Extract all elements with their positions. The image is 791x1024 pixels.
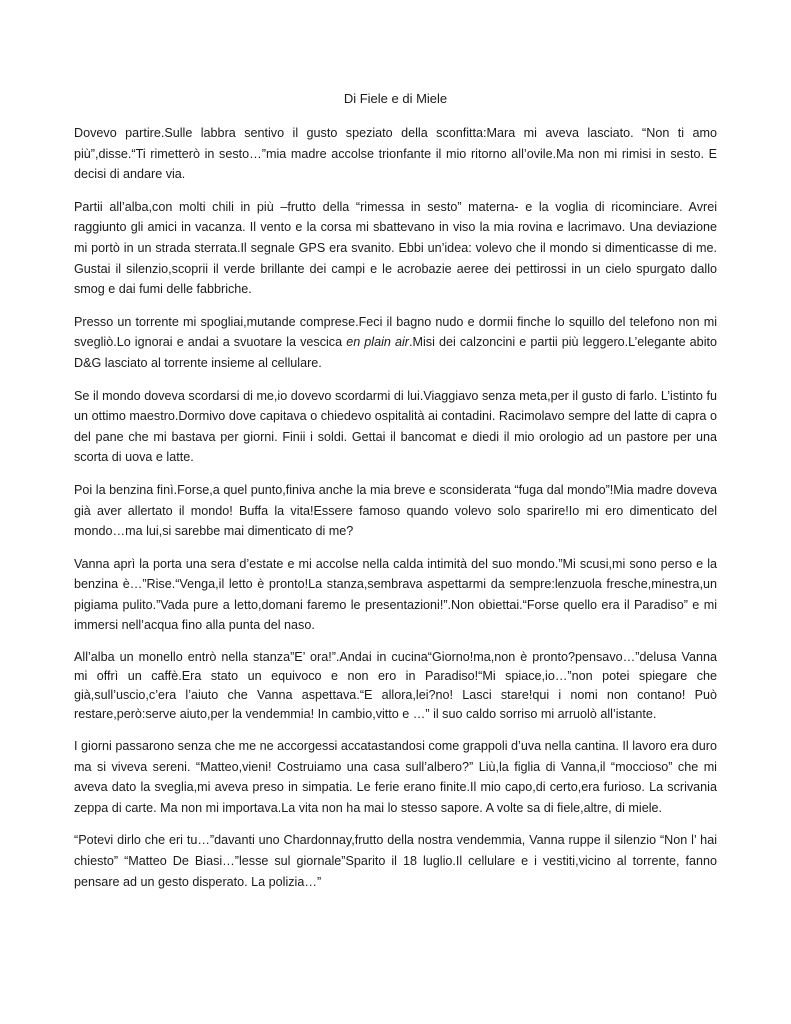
paragraph-9: “Potevi dirlo che eri tu…”davanti uno Chardonnay,frutto della nostra vendemmia, Vanna ruppe il silenzio “Non l’ hai chiesto” “Matteo De Biasi…”lesse sul giornale”Sparito il 18 luglio.Il cellulare e i vestiti,vicino al torrente, fanno pensare ad un gesto disperato. La polizia…” bbox=[74, 833, 717, 889]
paragraph-6: Vanna aprì la porta una sera d’estate e mi accolse nella calda intimità del suo mondo.”Mi scusi,mi sono perso e la benzina è…”Rise.“Venga,il letto è pronto!La stanza,sembrava aspettarmi da sempre:lenzuola fresche,minestra,un pigiama pulito.”Vada pure a letto,domani faremo le presentazioni!”.Non obiettai.“Forse quello era il Paradiso” e mi immersi nell’acqua fino alla punta del naso. bbox=[74, 556, 717, 633]
paragraph-3-italic-phrase: en plain air bbox=[346, 335, 409, 350]
paragraph-1: Dovevo partire.Sulle labbra sentivo il gusto speziato della sconfitta:Mara mi aveva lasciato. “Non ti amo più”,disse.“Ti rimetterò in sesto…”mia madre accolse trionfante il mio ritorno all’ovile.Ma non mi rimisi in sesto. E decisi di andare via. bbox=[74, 126, 717, 182]
paragraph-3 bbox=[74, 312, 717, 374]
paragraph-5: Poi la benzina finì.Forse,a quel punto,finiva anche la mia breve e sconsiderata “fuga dal mondo”!Mia madre doveva già aver allertato il mondo! Buffa la vita!Essere famoso quando volevo solo sparire!Io mi ero dimenticato del mondo…ma lui,si sarebbe mai dimenticato di me? bbox=[74, 482, 717, 539]
paragraph-3-text-start: Presso un torrente mi spogliai,mutande comprese.Feci il bagno nudo e dormii finche lo squillo del telefono non mi svegliò.Lo ignorai e andai a svuotare la vescica bbox=[74, 314, 717, 350]
paragraph-4: Se il mondo doveva scordarsi di me,io dovevo scordarmi di lui.Viaggiavo senza meta,per il gusto di farlo. L’istinto fu un ottimo maestro.Dormivo dove capitava o chiedevo ospitalità ai contadini. Racimolavo sempre del latte di capra o del pane che mi bastava per giorni. Finii i soldi. Gettai il bancomat e diedi il mio orologio ad un pastore per una scorta di uova e latte. bbox=[74, 388, 717, 465]
paragraph-2: Partii all’alba,con molti chili in più –frutto della “rimessa in sesto” materna- e la voglia di ricominciare. Avrei raggiunto gli amici in vacanza. Il vento e la corsa mi sbattevano in viso la mia rovina e lacrimavo. Una deviazione mi portò in un strada sterrata.Il segnale GPS era svanito. Ebbi un’idea: volevo che il mondo si dimenticasse di me. Gustai il silenzio,scoprii il verde brillante dei campi e le acrobazie aeree dei pettirossi in un cielo spurgato dallo smog e dai fumi delle fabbriche. bbox=[74, 199, 717, 297]
document-page bbox=[74, 90, 717, 904]
paragraph-8: I giorni passarono senza che me ne accorgessi accatastandosi come grappoli d’uva nella cantina. Il lavoro era duro ma si viveva sereni. “Matteo,vieni! Costruiamo una casa sull’albero?” Liù,la figlia di Vanna,il “moccioso” che mi aveva dato la sveglia,mi aveva preso in simpatia. Le ferie erano finite.Il mio capo,di certo,era furioso. La scrivania zeppa di carte. Ma non mi importava.La vita non ha mai lo stesso sapore. A volte sa di fiele,altre, di miele. bbox=[74, 739, 717, 815]
document-title: Di Fiele e di Miele bbox=[343, 91, 448, 106]
paragraph-7: All’alba un monello entrò nella stanza”E’ ora!”.Andai in cucina“Giorno!ma,non è pronto?pensavo…”delusa Vanna mi offrì un caffè.Era stato un equivoco e non ero in Paradiso!“Mi spiace,io…”non potei spiegare che già,sull’uscio,c’era l’aiuto che Vanna aspettava.“E allora,lei?no! Lasci stare!qui i nomi non contano! Può restare,però:serve aiuto,per la vendemmia! In cambio,vitto e …” il suo caldo sorriso mi arruolò all’istante. bbox=[74, 650, 717, 722]
paragraph-3-text-end: .Misi dei calzoncini e partii più leggero.L’elegante abito D&G lasciato al torrente insieme al cellulare. bbox=[74, 335, 717, 370]
